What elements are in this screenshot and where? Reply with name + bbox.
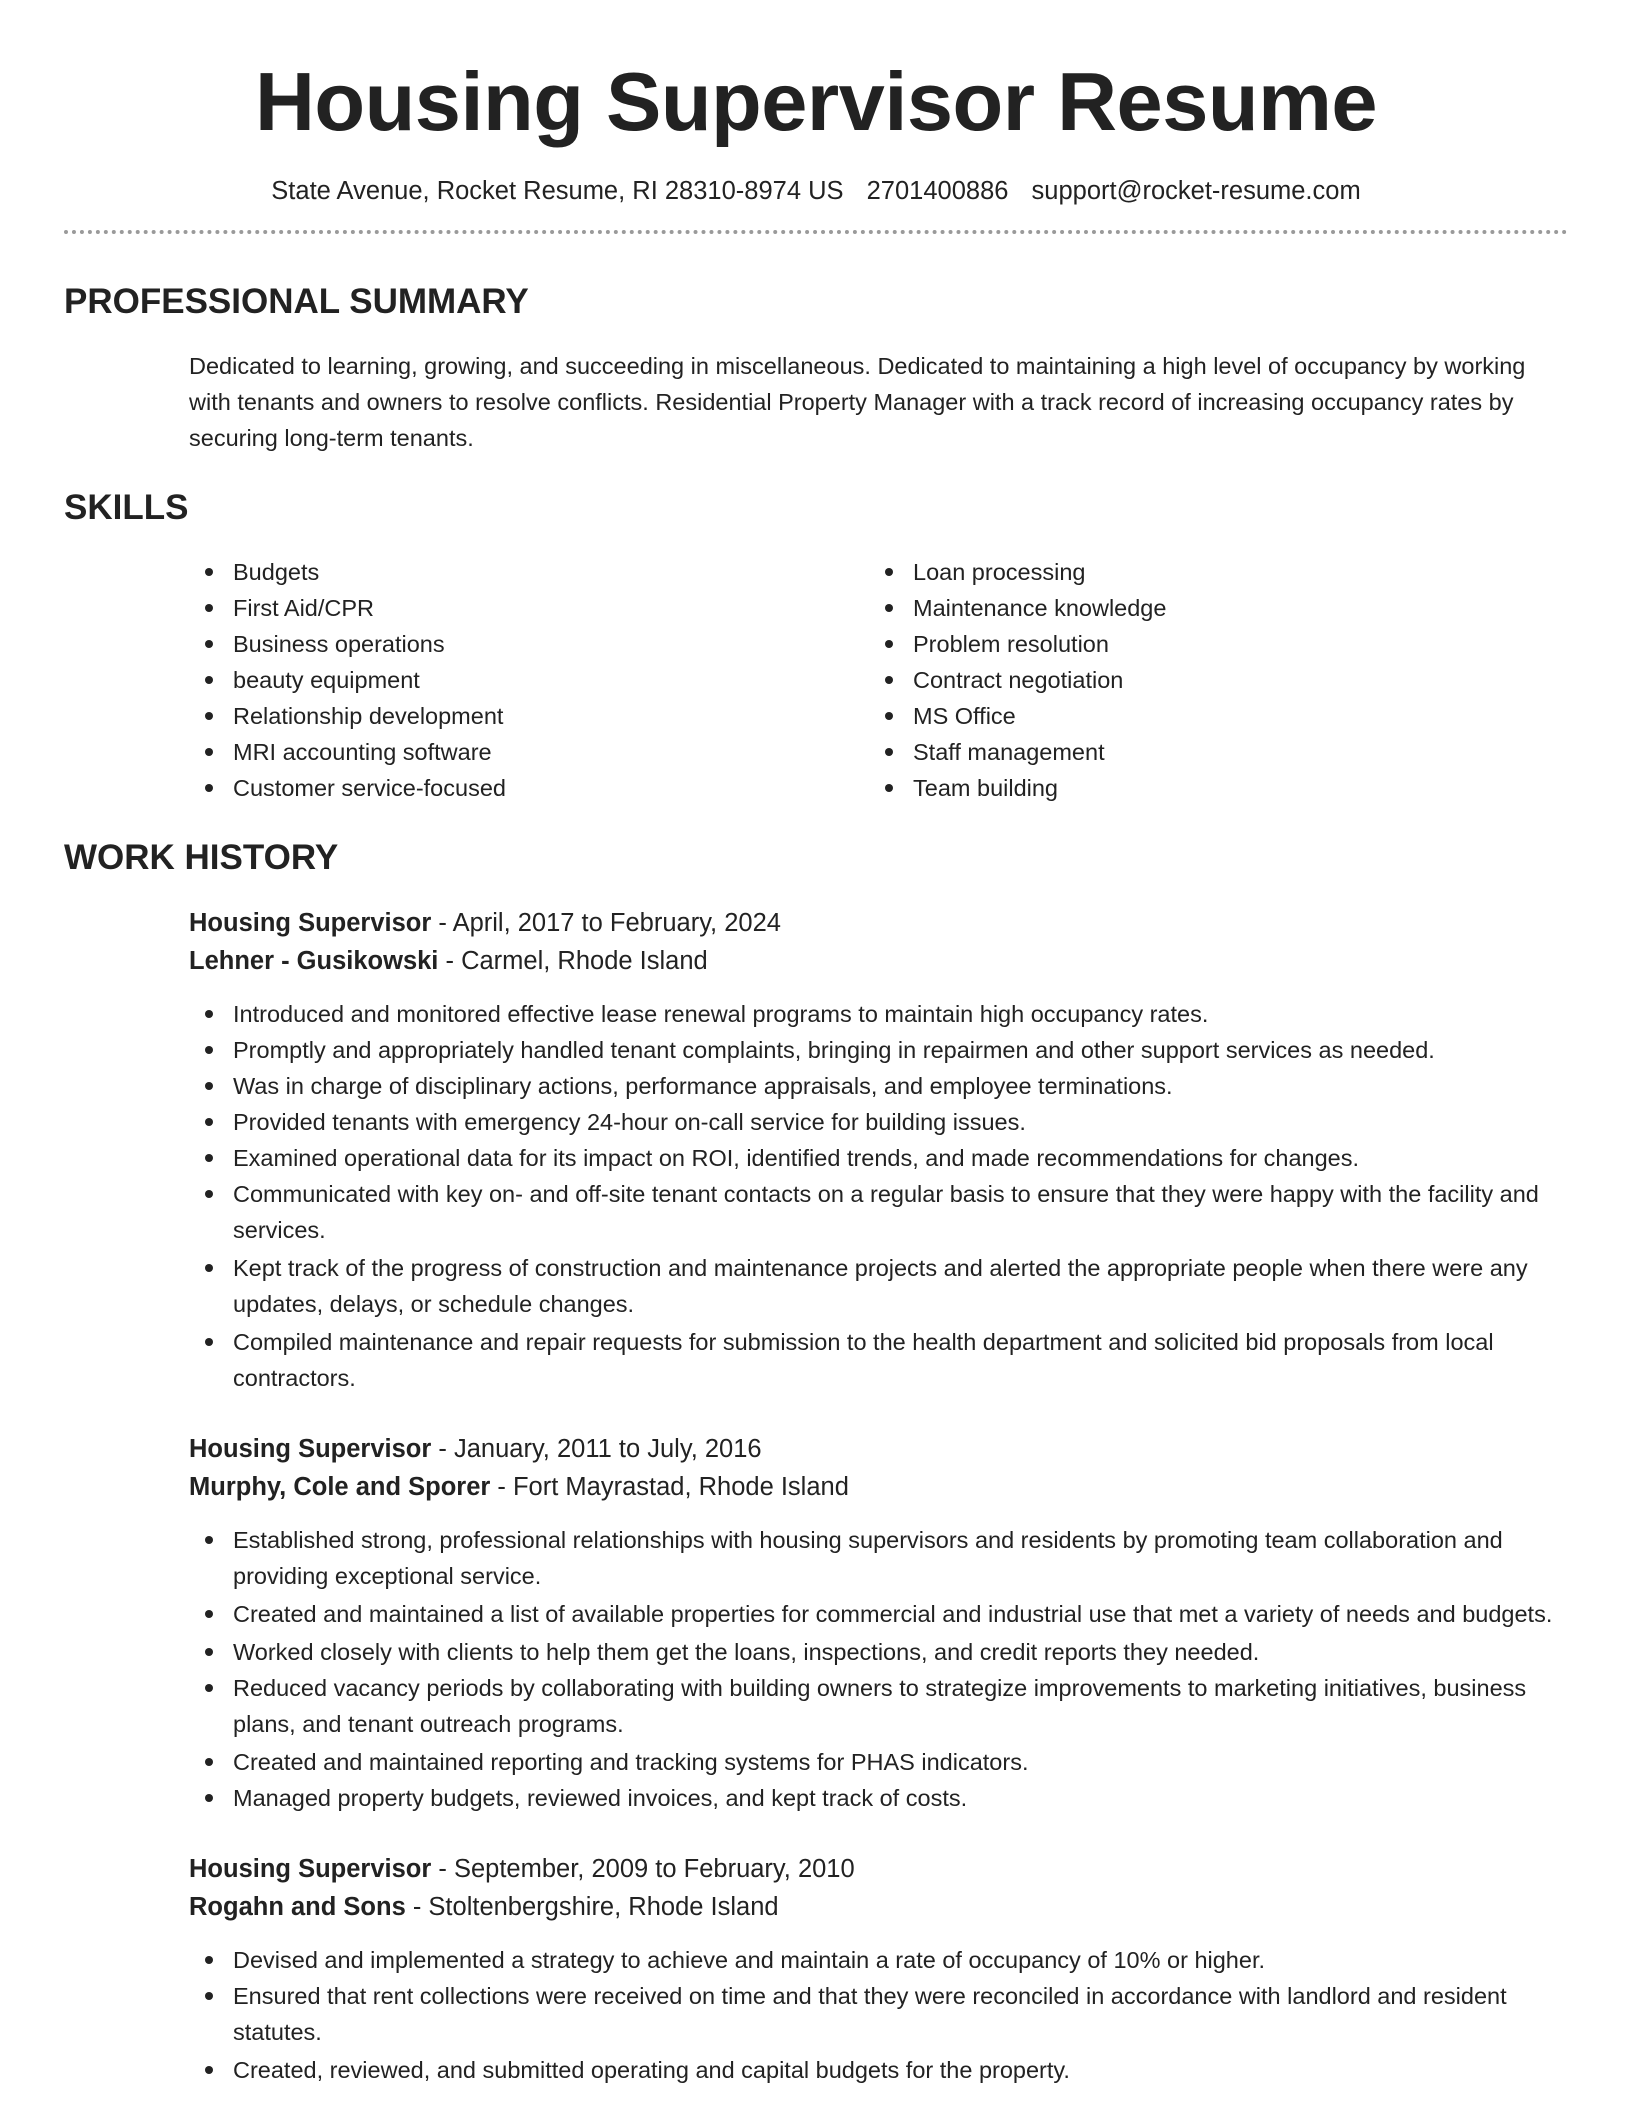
job-role-line: Housing Supervisor - January, 2011 to July, 2016 [189, 1435, 762, 1463]
list-item: Devised and implemented a strategy to achieve and maintain a rate of occupancy of 10% or higher. [189, 1942, 1568, 1978]
section-title-summary: PROFESSIONAL SUMMARY [64, 282, 529, 321]
list-item: Provided tenants with emergency 24-hour on-call service for building issues. [189, 1104, 1568, 1140]
job-role-line: Housing Supervisor - September, 2009 to February, 2010 [189, 1855, 855, 1883]
job-location: Carmel, Rhode Island [461, 947, 708, 975]
job-role: Housing Supervisor [189, 909, 432, 937]
list-item: Promptly and appropriately handled tenant complaints, bringing in repairmen and other support services as needed. [189, 1032, 1568, 1068]
job-entry [189, 1430, 1568, 1816]
job-entry [189, 1850, 1568, 2088]
list-item: Was in charge of disciplinary actions, performance appraisals, and employee terminations. [189, 1068, 1568, 1104]
summary-text: Dedicated to learning, growing, and succeeding in miscellaneous. Dedicated to maintaining a high level of occupancy by working with tenants and owners to resolve conflicts. Residential Property Manager with a track record of increasing occupancy rates by securing long-term tenants. [189, 353, 1526, 451]
skills-column-right [869, 554, 1549, 806]
job-company: Murphy, Cole and Sporer [189, 1473, 491, 1501]
job-company-line: Murphy, Cole and Sporer - Fort Mayrastad, Rhode Island [189, 1473, 849, 1501]
skill-item: Contract negotiation [869, 662, 1549, 698]
job-location: Fort Mayrastad, Rhode Island [512, 1473, 849, 1501]
contact-address: State Avenue, Rocket Resume, RI 28310-8974 US [271, 177, 844, 205]
skill-item: Customer service-focused [189, 770, 869, 806]
skill-item: Team building [869, 770, 1549, 806]
job-role: Housing Supervisor [189, 1435, 432, 1463]
section-title-skills: SKILLS [64, 488, 189, 527]
job-bullets [189, 1522, 1568, 1816]
resume-header [64, 0, 1568, 208]
list-item: Examined operational data for its impact on ROI, identified trends, and made recommendations for changes. [189, 1140, 1568, 1176]
skills-column-left [189, 554, 869, 806]
skill-item: Maintenance knowledge [869, 590, 1549, 626]
list-item: Communicated with key on- and off-site tenant contacts on a regular basis to ensure that they were happy with the facility and services. [189, 1176, 1568, 1248]
list-item: Created and maintained reporting and tracking systems for PHAS indicators. [189, 1744, 1568, 1780]
job-location: Stoltenbergshire, Rhode Island [428, 1893, 779, 1921]
job-role-line: Housing Supervisor - April, 2017 to February, 2024 [189, 909, 781, 937]
list-item: Created and maintained a list of available properties for commercial and industrial use that met a variety of needs and budgets. [189, 1596, 1568, 1632]
job-company: Rogahn and Sons [189, 1893, 406, 1921]
job-company: Lehner - Gusikowski [189, 947, 439, 975]
job-dates: April, 2017 to February, 2024 [452, 909, 781, 937]
skill-item: Loan processing [869, 554, 1549, 590]
list-item: Established strong, professional relationships with housing supervisors and residents by promoting team collaboration and providing exceptional service. [189, 1522, 1568, 1594]
contact-phone: 2701400886 [866, 177, 1009, 205]
list-item: Reduced vacancy periods by collaborating with building owners to strategize improvements to marketing initiatives, business plans, and tenant outreach programs. [189, 1670, 1568, 1742]
contact-line [64, 174, 1568, 208]
section-title-work-history: WORK HISTORY [64, 838, 339, 877]
skill-item: Relationship development [189, 698, 869, 734]
list-item: Kept track of the progress of construction and maintenance projects and alerted the appropriate people when there were any updates, delays, or schedule changes. [189, 1250, 1568, 1322]
skill-item: Business operations [189, 626, 869, 662]
skills-list [189, 554, 1568, 806]
skill-item: First Aid/CPR [189, 590, 869, 626]
job-bullets [189, 1942, 1568, 2088]
list-item: Ensured that rent collections were received on time and that they were reconciled in accordance with landlord and resident statutes. [189, 1978, 1568, 2050]
header-divider [64, 230, 1568, 234]
list-item: Compiled maintenance and repair requests for submission to the health department and solicited bid proposals from local contractors. [189, 1324, 1568, 1396]
skill-item: Problem resolution [869, 626, 1549, 662]
skill-item: MS Office [869, 698, 1549, 734]
list-item: Introduced and monitored effective lease renewal programs to maintain high occupancy rates. [189, 996, 1568, 1032]
job-company-line: Lehner - Gusikowski - Carmel, Rhode Island [189, 947, 708, 975]
page-title: Housing Supervisor Resume [254, 55, 1378, 148]
skill-item: beauty equipment [189, 662, 869, 698]
skill-item: Budgets [189, 554, 869, 590]
job-role: Housing Supervisor [189, 1855, 432, 1883]
job-bullets [189, 996, 1568, 1396]
list-item: Created, reviewed, and submitted operating and capital budgets for the property. [189, 2052, 1568, 2088]
job-dates: January, 2011 to July, 2016 [453, 1435, 762, 1463]
job-dates: September, 2009 to February, 2010 [453, 1855, 855, 1883]
list-item: Worked closely with clients to help them get the loans, inspections, and credit reports they needed. [189, 1634, 1568, 1670]
job-entry [189, 904, 1568, 1396]
skill-item: MRI accounting software [189, 734, 869, 770]
job-company-line: Rogahn and Sons - Stoltenbergshire, Rhode Island [189, 1893, 779, 1921]
list-item: Managed property budgets, reviewed invoices, and kept track of costs. [189, 1780, 1568, 1816]
contact-email: support@rocket-resume.com [1031, 177, 1361, 205]
skill-item: Staff management [869, 734, 1549, 770]
